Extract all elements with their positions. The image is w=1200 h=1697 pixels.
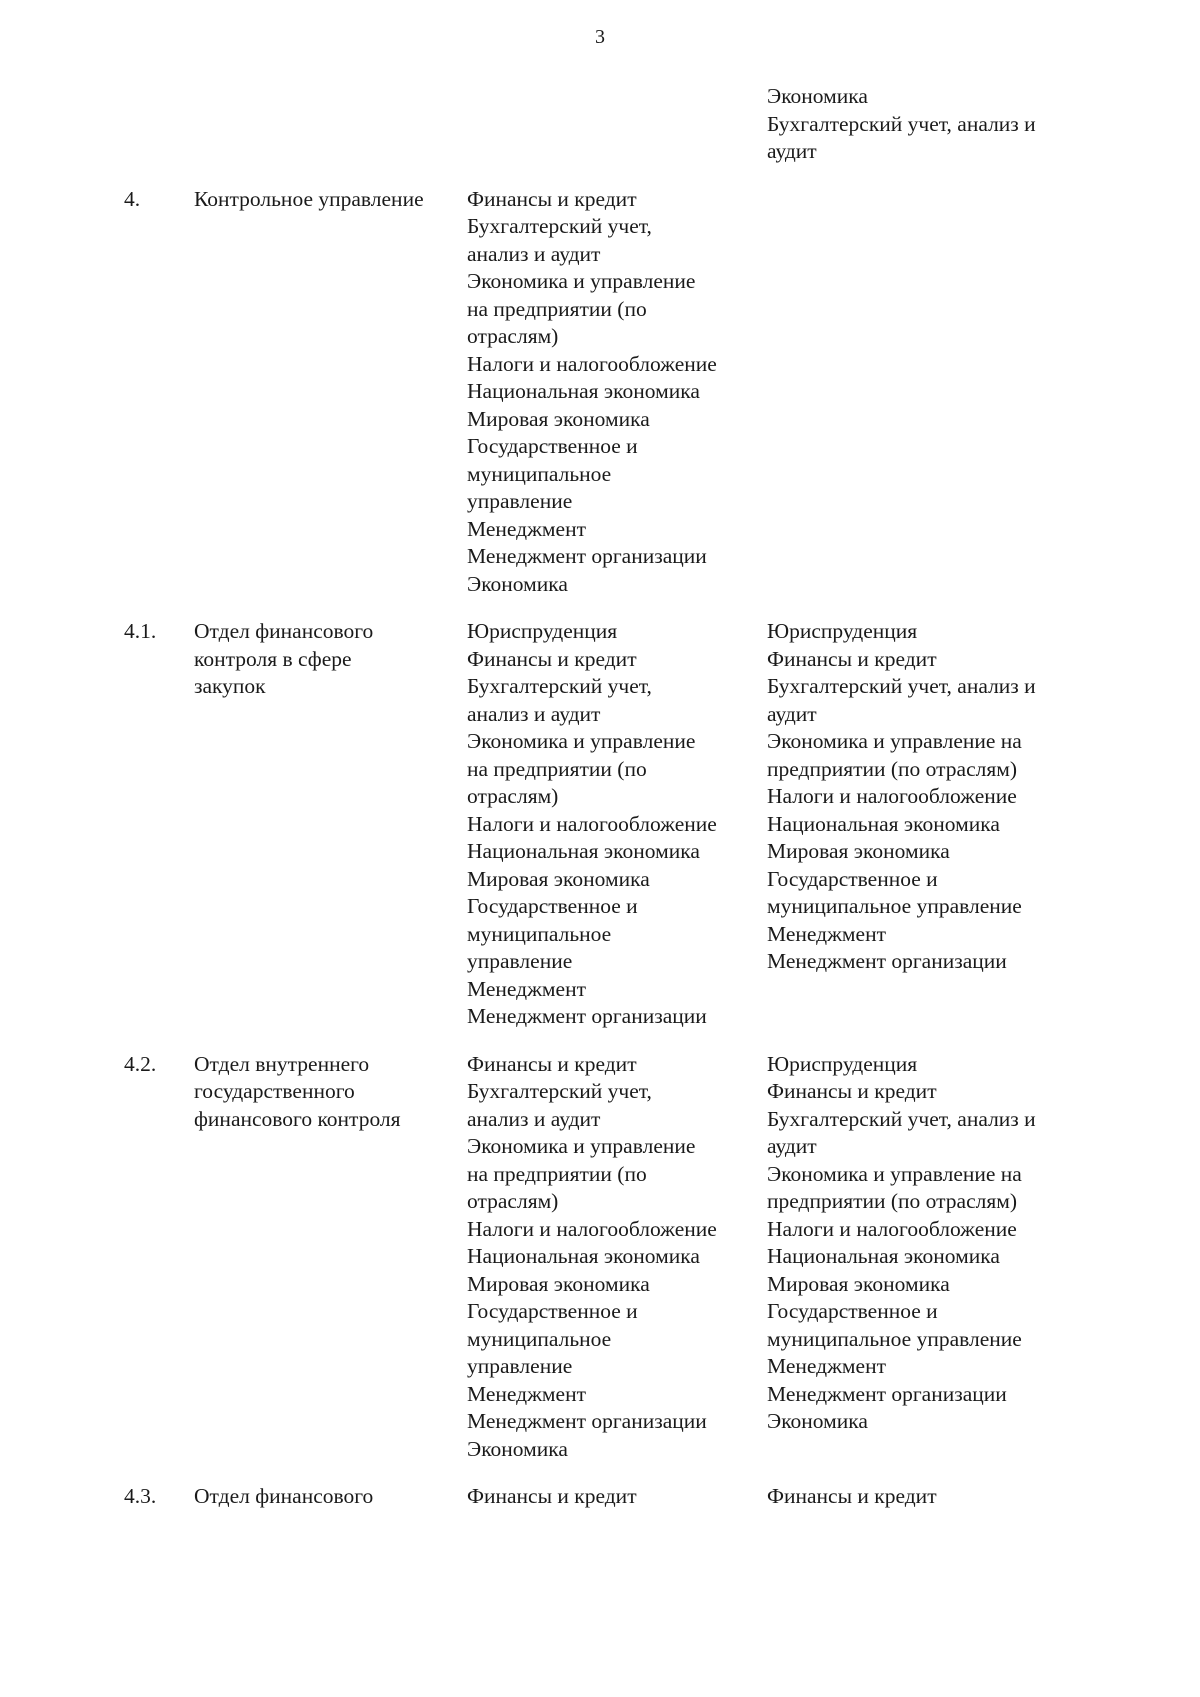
specialty-item: Экономика и управление на предприятии (по отраслям) [467,1134,696,1213]
specialty-item: Экономика и управление на предприятии (по отраслям) [467,729,696,808]
specialty-item: Бухгалтерский учет, анализ и аудит [767,674,1036,726]
specialties-list-secondary [767,1483,1087,1511]
specialty-item: Менеджмент [467,516,586,541]
specialty-item: Мировая экономика [767,839,950,863]
specialty-item: Менеджмент организации [467,1409,707,1433]
specialty-item: Государственное и муниципальное управление [467,1299,638,1378]
specialty-item: Экономика [467,571,568,596]
specialty-item: Бухгалтерский учет, анализ и аудит [467,214,652,266]
specialty-item: Финансы и кредит [467,186,637,211]
specialty-item: Мировая экономика [467,866,650,891]
specialty-item: Национальная экономика [767,1244,1000,1268]
specialty-item: Экономика [767,1409,868,1433]
specialty-item: Юриспруденция [767,619,918,643]
specialty-item: Бухгалтерский учет, анализ и аудит [467,674,652,726]
specialty-item: Менеджмент [467,976,586,1001]
specialty-item: Бухгалтерский учет, анализ и аудит [467,1079,652,1131]
specialty-item: Экономика [467,1436,568,1461]
specialty-item: Экономика и управление на предприятии (по отраслям) [767,729,1022,781]
specialty-item: Налоги и налогообложение [467,811,717,836]
row-number: 4.1. [124,619,157,643]
specialty-item: Экономика [767,84,868,108]
specialty-item: Финансы и кредит [467,1484,637,1508]
specialties-list-secondary [767,618,1087,976]
department-name: Отдел финансового контроля в сфере закупок [194,619,374,698]
specialty-item: Налоги и налогообложение [767,1216,1017,1241]
specialties-list-secondary [767,1051,1087,1436]
specialties-list-primary [467,1051,767,1464]
specialty-item: Юриспруденция [767,1051,918,1076]
specialty-item: Менеджмент организации [467,1004,707,1028]
specialty-item: Финансы и кредит [767,1079,937,1103]
specialty-item: Государственное и муниципальное управление [767,866,1022,918]
specialties-list-primary [467,186,767,599]
department-name: Отдел внутреннего государственного финансового контроля [194,1051,401,1131]
specialties-list-secondary [767,83,1087,166]
specialty-item: Национальная экономика [467,839,700,863]
department-name: Контрольное управление [194,186,424,211]
specialty-item: Мировая экономика [767,1271,950,1296]
specialties-list-primary [467,618,767,1031]
specialty-item: Менеджмент организации [767,949,1007,973]
specialty-item: Налоги и налогообложение [767,784,1017,808]
specialty-item: Менеджмент [467,1381,586,1406]
specialty-item: Финансы и кредит [467,1051,637,1076]
table-row [118,186,1108,599]
specialty-item: Национальная экономика [467,379,700,403]
specialty-item: Менеджмент [767,1354,886,1378]
specialty-item: Менеджмент организации [467,544,707,568]
specialty-item: Государственное и муниципальное управление [467,434,638,513]
specialty-item: Финансы и кредит [467,646,637,671]
row-number: 4.3. [124,1484,157,1508]
specialty-item: Мировая экономика [467,1271,650,1296]
table-row [118,618,1108,1031]
specialty-item: Мировая экономика [467,406,650,431]
specialties-list-primary [467,1483,767,1511]
specialty-item: Национальная экономика [767,811,1000,836]
table-body [118,186,1108,1511]
specialty-item: Бухгалтерский учет, анализ и аудит [767,1106,1036,1158]
specialty-item: Налоги и налогообложение [467,1216,717,1241]
table-row [118,1051,1108,1464]
page-number: 3 [595,26,605,48]
row-number: 4.2. [124,1051,157,1076]
specialty-item: Менеджмент [767,921,886,946]
specialty-item: Экономика и управление на предприятии (по отраслям) [767,1161,1022,1213]
specialty-table [118,83,1108,1531]
row-number: 4. [124,186,141,211]
specialty-item: Налоги и налогообложение [467,351,717,376]
table-row [118,1483,1108,1511]
specialty-item: Менеджмент организации [767,1381,1007,1406]
specialty-item: Финансы и кредит [767,1484,937,1508]
specialty-item: Государственное и муниципальное управление [767,1299,1022,1351]
specialty-item: Экономика и управление на предприятии (по отраслям) [467,269,696,348]
specialty-item: Государственное и муниципальное управление [467,894,638,973]
table-row-continuation [118,83,1108,166]
department-name: Отдел финансового [194,1484,374,1508]
specialty-item: Финансы и кредит [767,646,937,671]
specialty-item: Юриспруденция [467,619,618,643]
specialty-item: Бухгалтерский учет, анализ и аудит [767,111,1036,163]
specialty-item: Национальная экономика [467,1244,700,1268]
